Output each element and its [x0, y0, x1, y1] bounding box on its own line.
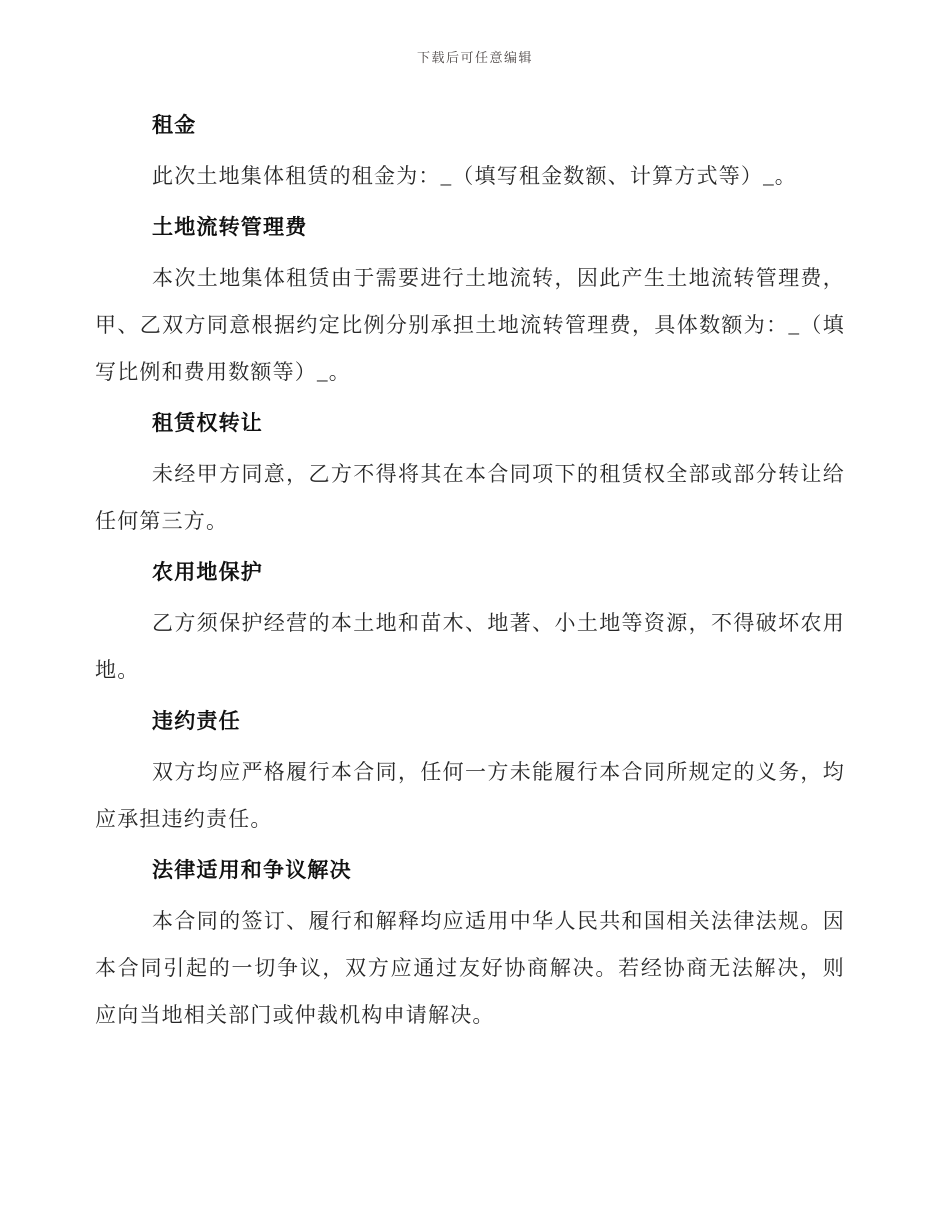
section-paragraph: 双方均应严格履行本合同，任何一方未能履行本合同所规定的义务，均应承担违约责任。 [95, 760, 845, 831]
section-paragraph: 本合同的签订、履行和解释均应适用中华人民共和国相关法律法规。因本合同引起的一切争议，双方应通过友好协商解决。若经协商无法解决，则应向当地相关部门或仲裁机构申请解决。 [95, 909, 845, 1027]
contract-section [95, 549, 845, 694]
section-heading: 土地流转管理费 [152, 215, 308, 239]
section-paragraph: 本次土地集体租赁由于需要进行土地流转，因此产生土地流转管理费，甲、乙双方同意根据约定比例分别承担土地流转管理费，具体数额为：_（填写比例和费用数额等）_。 [95, 266, 845, 384]
contract-section [95, 204, 845, 396]
document-content [0, 102, 950, 1039]
section-heading: 租金 [152, 113, 197, 137]
section-paragraph: 此次土地集体租赁的租金为：_（填写租金数额、计算方式等）_。 [152, 164, 797, 188]
contract-section [95, 400, 845, 545]
contract-section [95, 102, 845, 200]
section-heading: 农用地保护 [152, 560, 263, 584]
contract-section [95, 698, 845, 843]
section-heading: 违约责任 [152, 709, 241, 733]
section-paragraph: 乙方须保护经营的本土地和苗木、地著、小土地等资源，不得破坏农用地。 [95, 611, 845, 682]
section-heading: 法律适用和争议解决 [152, 858, 352, 882]
section-heading: 租赁权转让 [152, 411, 263, 435]
contract-section [95, 847, 845, 1039]
section-paragraph: 未经甲方同意，乙方不得将其在本合同项下的租赁权全部或部分转让给任何第三方。 [95, 462, 845, 533]
header-note: 下载后可任意编辑 [416, 50, 533, 65]
